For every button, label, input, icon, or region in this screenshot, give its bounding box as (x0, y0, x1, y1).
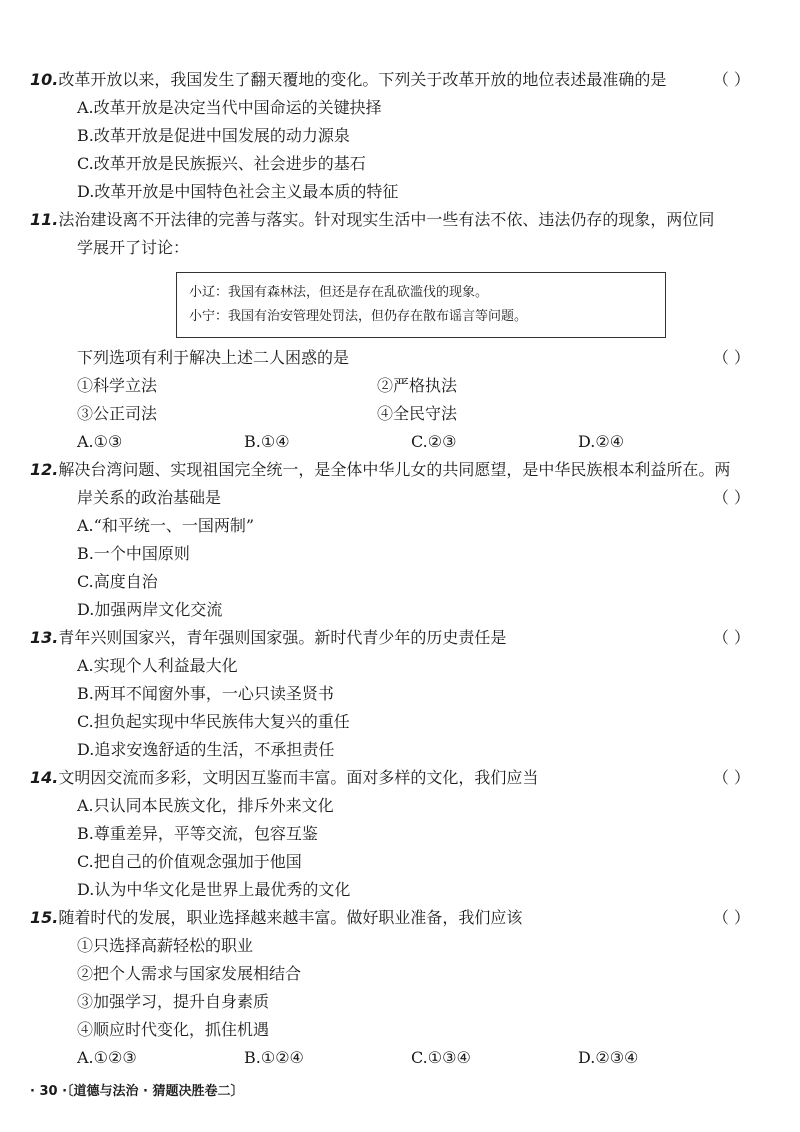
option-d: D.追求安逸舒适的生活，不承担责任 (77, 740, 335, 759)
item-1: ①科学立法 (77, 376, 158, 395)
option-a: A.实现个人利益最大化 (77, 656, 238, 675)
question-13-stem: 13.青年兴则国家兴，青年强则国家强。新时代青少年的历史责任是 （ ） (30, 624, 770, 652)
question-11-options (30, 344, 770, 456)
option-b: B.尊重差异，平等交流，包容互鉴 (77, 824, 318, 843)
option-d: D.认为中华文化是世界上最优秀的文化 (77, 880, 351, 899)
question-12 (30, 456, 770, 624)
choice-b: B.①④ (244, 432, 290, 451)
option-b: B.改革开放是促进中国发展的动力源泉 (77, 126, 350, 145)
item-4: ④全民守法 (377, 404, 458, 423)
choices-row (30, 428, 770, 456)
option-a: A.只认同本民族文化，排斥外来文化 (77, 796, 334, 815)
question-15 (30, 904, 770, 1072)
choice-a: A.①②③ (77, 1048, 137, 1067)
item-2: ②严格执法 (377, 376, 458, 395)
item-1: ①只选择高薪轻松的职业 (77, 936, 254, 955)
option-c: C.改革开放是民族振兴、社会进步的基石 (77, 154, 366, 173)
choice-a: A.①③ (77, 432, 123, 451)
question-14 (30, 764, 770, 904)
choice-c: C.②③ (411, 432, 457, 451)
option-b: B.两耳不闻窗外事，一心只读圣贤书 (77, 684, 334, 703)
choices-row (30, 1044, 770, 1072)
question-12-stem-cont: 岸关系的政治基础是 （ ） (30, 484, 770, 512)
items-row-1 (30, 372, 770, 400)
discussion-box (176, 272, 666, 338)
question-10 (30, 66, 770, 206)
option-b: B.一个中国原则 (77, 544, 190, 563)
answer-paren: （ ） (712, 70, 750, 89)
dialog-line-xiaoliao: 小辽：我国有森林法，但还是存在乱砍滥伐的现象。 (189, 285, 489, 300)
question-10-stem: 10.改革开放以来，我国发生了翻天覆地的变化。下列关于改革开放的地位表述最准确的是 （ ） (30, 66, 770, 94)
choice-d: D.②③④ (578, 1048, 639, 1067)
answer-paren: （ ） (712, 628, 750, 647)
option-d: D.加强两岸文化交流 (77, 600, 223, 619)
question-12-stem: 12.解决台湾问题、实现祖国完全统一，是全体中华儿女的共同愿望，是中华民族根本利益所在。两 (30, 460, 731, 479)
option-d: D.改革开放是中国特色社会主义最本质的特征 (77, 182, 399, 201)
answer-paren: （ ） (712, 348, 750, 367)
answer-paren: （ ） (712, 488, 750, 507)
question-11-stem: 11.法治建设离不开法律的完善与落实。针对现实生活中一些有法不依、违法仍存的现象，两位同 (30, 210, 715, 229)
item-2: ②把个人需求与国家发展相结合 (77, 964, 302, 983)
choice-c: C.①③④ (411, 1048, 471, 1067)
option-a: A.“和平统一、一国两制” (77, 516, 255, 535)
dialog-line-xiaoning: 小宁：我国有治安管理处罚法，但仍存在散布谣言等问题。 (189, 309, 528, 324)
option-c: C.把自己的价值观念强加于他国 (77, 852, 302, 871)
items-row-2 (30, 400, 770, 428)
question-14-stem: 14.文明因交流而多彩，文明因互鉴而丰富。面对多样的文化，我们应当 （ ） (30, 764, 770, 792)
item-3: ③加强学习，提升自身素质 (77, 992, 270, 1011)
item-3: ③公正司法 (77, 404, 158, 423)
choice-b: B.①②④ (244, 1048, 304, 1067)
question-15-stem: 15.随着时代的发展，职业选择越来越丰富。做好职业准备，我们应该 （ ） (30, 904, 770, 932)
option-c: C.担负起实现中华民族伟大复兴的重任 (77, 712, 350, 731)
answer-paren: （ ） (712, 768, 750, 787)
page-footer: · 30 ·〔道德与法治 · 猜题决胜卷二〕 (30, 1084, 244, 1099)
item-4: ④顺应时代变化，抓住机遇 (77, 1020, 270, 1039)
answer-paren: （ ） (712, 908, 750, 927)
question-11-prompt: 下列选项有利于解决上述二人困惑的是 （ ） (30, 344, 770, 372)
choice-d: D.②④ (578, 432, 625, 451)
question-13 (30, 624, 770, 764)
option-c: C.高度自治 (77, 572, 158, 591)
question-11 (30, 206, 770, 262)
option-a: A.改革开放是决定当代中国命运的关键抉择 (77, 98, 382, 117)
question-11-stem-cont: 学展开了讨论： (77, 238, 190, 257)
